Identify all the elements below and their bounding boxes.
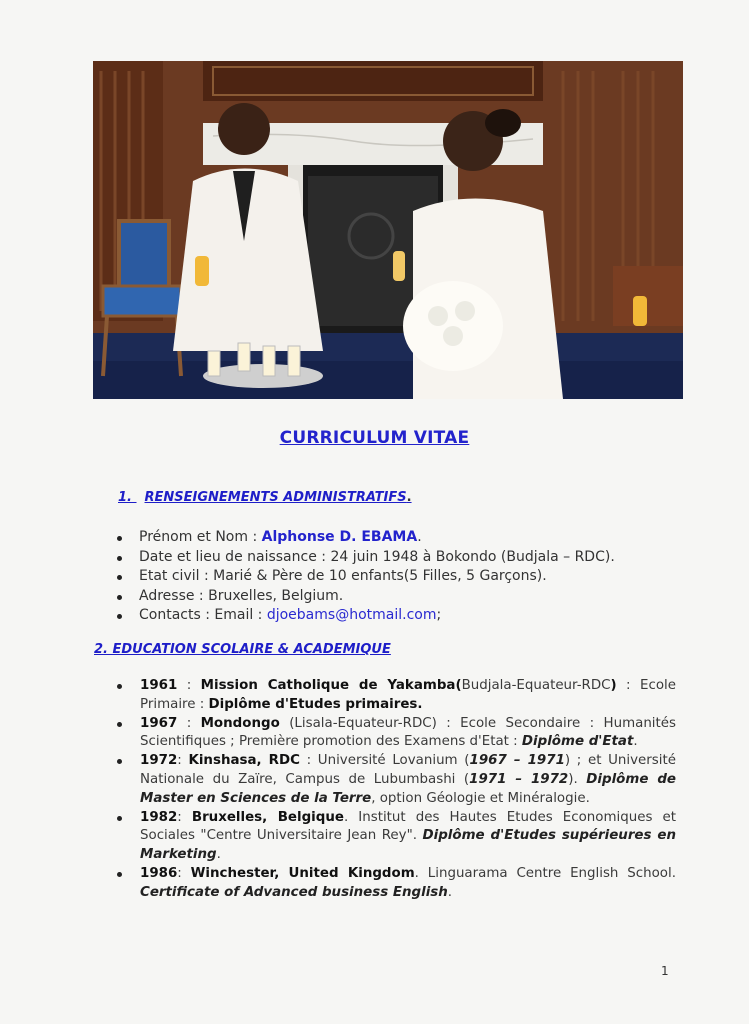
contacts-suffix: ; — [436, 607, 442, 623]
section-heading-education: 2. EDUCATION SCOLAIRE & ACADEMIQUE — [94, 642, 391, 657]
education-diploma: Diplôme de Master en Sciences de la Terre — [140, 771, 676, 806]
education-diploma: Certificate of Advanced business English — [140, 884, 448, 900]
education-sep: : — [177, 809, 192, 825]
education-diploma: Diplôme d'Etudes primaires. — [208, 696, 423, 712]
education-place: Kinshasa, RDC — [188, 753, 300, 769]
list-item-civil-status: Etat civil : Marié & Père de 10 enfants(5 Filles, 5 Garçons). — [116, 567, 716, 587]
page-title: CURRICULUM VITAE — [279, 428, 470, 448]
education-year: 1961 — [140, 678, 178, 693]
education-item-1967 — [116, 715, 676, 753]
education-item-1982 — [116, 809, 676, 865]
education-item-1986 — [116, 865, 676, 903]
education-desc: . Institut des Hautes Etudes Economiques et Sociales "Centre Universitaire Jean Rey". — [140, 809, 676, 844]
education-place: Mission Catholique de Yakamba( — [200, 678, 462, 693]
administrative-info-list — [116, 528, 716, 626]
wedding-photo-icon — [93, 61, 683, 399]
education-item-1972 — [116, 752, 676, 808]
section-heading-text: RENSEIGNEMENTS ADMINISTRATIFS — [144, 490, 407, 505]
page-number: 1 — [661, 964, 669, 978]
education-sep: : — [177, 753, 189, 769]
list-item-contacts — [116, 606, 716, 626]
education-place: Winchester, United Kingdom — [190, 865, 415, 881]
education-place: Mondongo — [200, 715, 280, 731]
education-close: ) — [610, 678, 617, 693]
education-desc: ) ; et Université Nationale du Zaïre, Campus de Lubumbashi ( — [140, 753, 676, 787]
education-place: Bruxelles, Belgique — [191, 809, 344, 825]
education-desc: : Université Lovanium ( — [299, 753, 470, 769]
name-suffix: . — [417, 529, 422, 545]
education-year: 1972 — [140, 753, 178, 769]
education-location: Budjala-Equateur-RDC — [461, 678, 611, 693]
education-period: 1967 – 1971 — [469, 753, 565, 769]
education-diploma: Diplôme d'Etat — [521, 734, 634, 750]
wedding-photo — [93, 61, 683, 399]
contacts-label: Contacts : Email : — [139, 607, 267, 623]
education-period: 1971 – 1972 — [469, 771, 569, 787]
education-suffix: . — [447, 884, 453, 900]
education-sep: : — [177, 865, 191, 881]
section-number: 1. — [118, 490, 132, 505]
list-item-birth: Date et lieu de naissance : 24 juin 1948 à Bokondo (Budjala – RDC). — [116, 548, 716, 568]
education-desc: ). — [568, 771, 587, 787]
name-label: Prénom et Nom : — [139, 529, 262, 545]
section-heading-dot: . — [406, 490, 412, 505]
education-desc: (Lisala-Equateur-RDC) : Ecole Secondaire : Humanités Scientifiques ; Première promotion des Examens d'Etat : — [140, 715, 676, 750]
full-name: Alphonse D. EBAMA — [261, 529, 418, 545]
list-item-address: Adresse : Bruxelles, Belgium. — [116, 587, 716, 607]
education-diploma: Diplôme d'Etudes supérieures en Marketing — [140, 828, 676, 863]
education-suffix: . — [633, 734, 638, 750]
education-sep: : — [177, 678, 201, 693]
education-suffix: . — [216, 847, 221, 863]
education-list — [116, 677, 676, 903]
email-link[interactable]: djoebams@hotmail.com — [266, 607, 437, 623]
education-sep: : — [177, 715, 201, 731]
education-desc: . Linguarama Centre English School. — [414, 865, 676, 881]
education-item-1961 — [116, 677, 676, 715]
section-heading-administratifs — [118, 490, 412, 505]
education-year: 1982 — [140, 809, 178, 825]
list-item-name — [116, 528, 716, 548]
education-year: 1986 — [140, 865, 178, 881]
education-year: 1967 — [140, 715, 178, 731]
education-desc: , option Géologie et Minéralogie. — [371, 790, 590, 806]
education-desc: : Ecole Primaire : — [140, 678, 676, 712]
